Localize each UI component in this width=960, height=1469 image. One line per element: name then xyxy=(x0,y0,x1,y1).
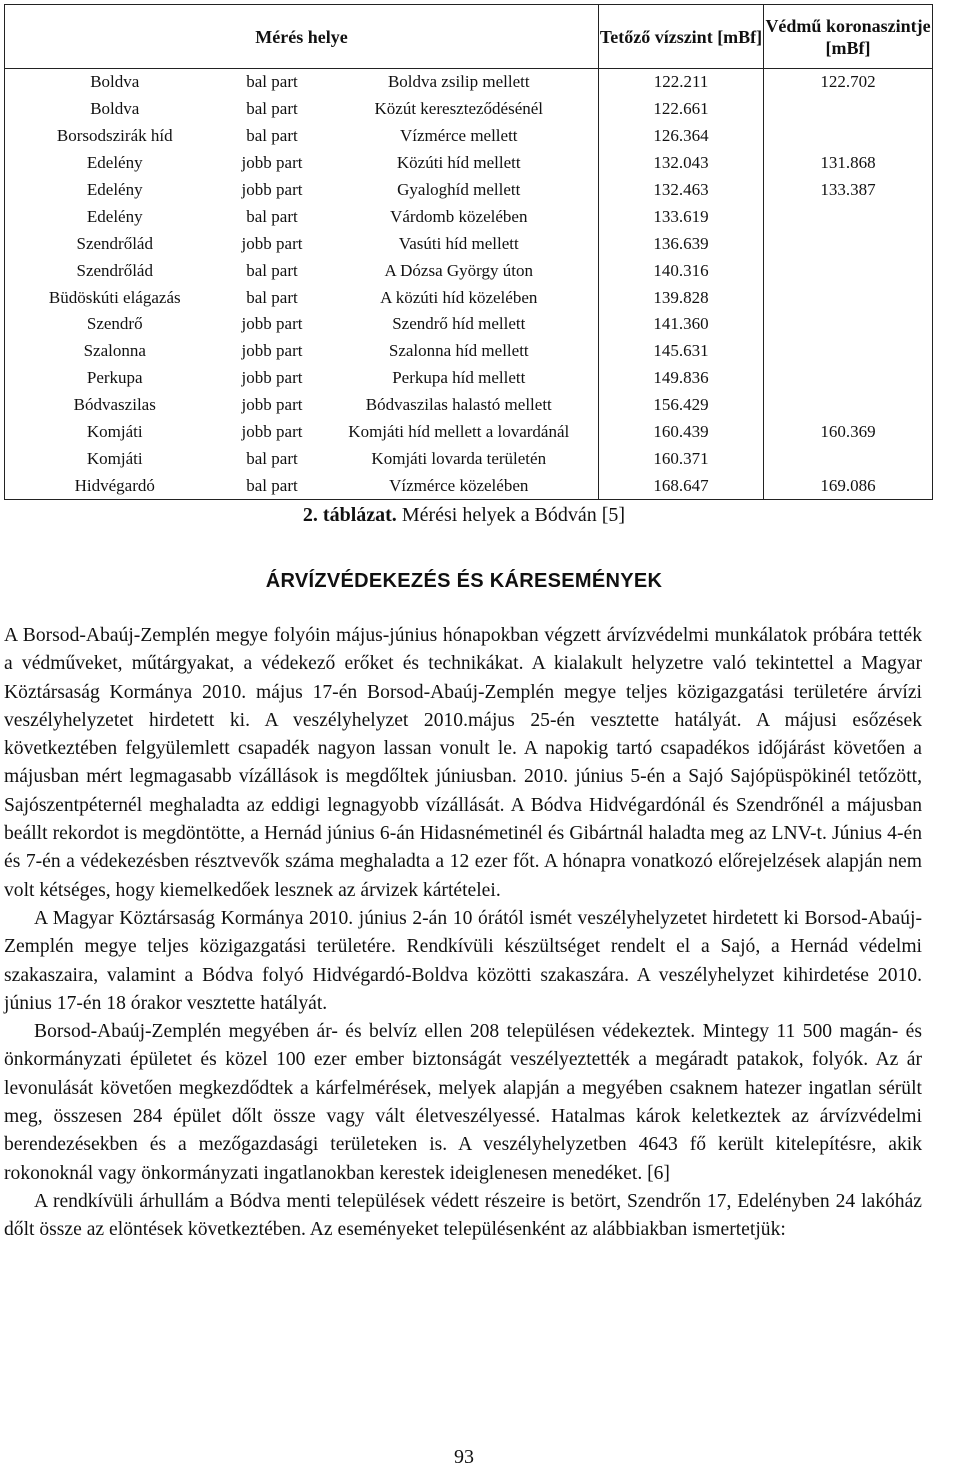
table-caption xyxy=(0,504,928,527)
cell-crown: 160.369 xyxy=(820,422,876,442)
cell-peak: 139.828 xyxy=(599,284,764,311)
cell-crown xyxy=(764,123,933,150)
table-row xyxy=(5,69,933,96)
table-row xyxy=(5,338,933,365)
cell-crown: 133.387 xyxy=(820,180,876,199)
cell-bank: bal part xyxy=(246,448,298,468)
cell-peak: 140.316 xyxy=(599,257,764,284)
cell-location: Vízmérce mellett xyxy=(320,123,599,150)
table-header-row xyxy=(5,5,933,69)
cell-bank: jobb part xyxy=(241,341,303,361)
cell-crown xyxy=(764,257,933,284)
cell-crown xyxy=(764,338,933,365)
cell-peak: 168.647 xyxy=(599,472,764,500)
cell-bank: bal part xyxy=(246,99,298,119)
cell-location: Komjáti híd mellett a lovardánál xyxy=(320,419,599,446)
cell-bank: jobb part xyxy=(241,233,303,253)
cell-crown xyxy=(764,365,933,392)
cell-town: Szendrőlád xyxy=(76,260,153,280)
table-row xyxy=(5,472,933,500)
cell-bank: jobb part xyxy=(241,153,303,173)
cell-crown xyxy=(764,445,933,472)
cell-location: Komjáti lovarda területén xyxy=(320,445,599,472)
header-dam-crown-level: Védmű koronaszintje [mBf] xyxy=(764,5,933,69)
cell-peak: 141.360 xyxy=(599,311,764,338)
body-text xyxy=(4,622,922,1245)
cell-crown xyxy=(764,230,933,257)
cell-bank: jobb part xyxy=(241,368,303,388)
cell-crown xyxy=(764,311,933,338)
cell-town: Edelény xyxy=(86,180,143,199)
cell-town: Büdöskúti elágazás xyxy=(48,287,181,307)
cell-town: Boldva xyxy=(90,72,140,92)
table-row xyxy=(5,311,933,338)
cell-peak: 132.043 xyxy=(599,150,764,177)
table-row xyxy=(5,257,933,284)
table-body xyxy=(5,69,933,500)
caption-text: Mérési helyek a Bódván [5] xyxy=(396,504,626,526)
cell-town: Szendrő xyxy=(86,314,143,334)
cell-bank: jobb part xyxy=(241,180,303,199)
cell-peak: 122.661 xyxy=(599,96,764,123)
cell-peak: 136.639 xyxy=(599,230,764,257)
cell-town: Szendrőlád xyxy=(76,233,153,253)
cell-crown: 131.868 xyxy=(820,153,876,173)
cell-bank: jobb part xyxy=(241,314,303,334)
cell-town: Perkupa xyxy=(86,368,143,388)
cell-location: A Dózsa György úton xyxy=(320,257,599,284)
cell-crown xyxy=(764,203,933,230)
cell-bank: jobb part xyxy=(241,395,303,415)
cell-bank: bal part xyxy=(246,206,298,226)
cell-location: Szendrő híd mellett xyxy=(320,311,599,338)
paragraph: A rendkívüli árhullám a Bódva menti települések védett részeire is betört, Szendrőn 17, Edelényben 24 lakóház dőlt össze az elöntések következtében. Az eseményeket településenként az alábbiakban ismertetjük: xyxy=(4,1190,922,1241)
table-row xyxy=(5,96,933,123)
cell-location: Vasúti híd mellett xyxy=(320,230,599,257)
cell-bank: bal part xyxy=(246,475,298,495)
paragraph: Borsod-Abaúj-Zemplén megyében ár- és belvíz ellen 208 településen védekeztek. Mintegy 11 500 magán- és önkormányzati épületet és közel 100 ezer ember biztonságát veszélyeztették a megáradt patakok, folyók. Az ár levonulását követően megkezdődtek a kárfelmérések, melyek alapján a megyében csaknem hatezer ingatlan sérült meg, összesen 284 épület dőlt össze vagy vált életveszélyessé. Hatalmas károk keletkeztek az árvízvédelmi berendezésekben és a mezőgazdasági területeken is. A veszélyhelyzetben 4643 fő került kitelepítésre, akik rokonoknál vagy önkormányzati ingatlanokban kerestek ideiglenesen menedéket. [6] xyxy=(4,1021,922,1184)
caption-label: 2. táblázat. xyxy=(302,504,397,526)
cell-peak: 133.619 xyxy=(599,203,764,230)
cell-town: Szalonna xyxy=(83,341,146,361)
cell-crown xyxy=(764,284,933,311)
cell-location: Várdomb közelében xyxy=(320,203,599,230)
cell-crown: 122.702 xyxy=(820,72,876,92)
section-heading: ÁRVÍZVÉDEKEZÉS ÉS KÁRESEMÉNYEK xyxy=(265,570,663,592)
cell-peak: 160.439 xyxy=(599,419,764,446)
cell-location: Gyaloghíd mellett xyxy=(320,177,599,204)
table-row xyxy=(5,365,933,392)
header-peak-level: Tetőző vízszint [mBf] xyxy=(599,5,764,69)
table-row xyxy=(5,123,933,150)
cell-crown xyxy=(764,392,933,419)
cell-peak: 126.364 xyxy=(599,123,764,150)
cell-town: Edelény xyxy=(86,206,143,226)
header-measurement-place: Mérés helye xyxy=(5,5,599,69)
cell-location: Közút kereszteződésénél xyxy=(320,96,599,123)
cell-location: Bódvaszilas halastó mellett xyxy=(320,392,599,419)
cell-town: Komjáti xyxy=(86,448,143,468)
table-row xyxy=(5,150,933,177)
cell-peak: 122.211 xyxy=(599,69,764,96)
table-row xyxy=(5,392,933,419)
cell-peak: 156.429 xyxy=(599,392,764,419)
cell-location: Vízmérce közelében xyxy=(320,472,599,500)
cell-bank: bal part xyxy=(246,72,298,92)
cell-town: Hidvégardó xyxy=(74,475,155,495)
cell-location: A közúti híd közelében xyxy=(320,284,599,311)
cell-peak: 160.371 xyxy=(599,445,764,472)
cell-town: Boldva xyxy=(90,99,140,119)
cell-bank: jobb part xyxy=(241,422,303,442)
cell-peak: 145.631 xyxy=(599,338,764,365)
cell-crown: 169.086 xyxy=(820,475,876,495)
cell-location: Szalonna híd mellett xyxy=(320,338,599,365)
table-row xyxy=(5,177,933,204)
cell-town: Borsodszirák híd xyxy=(56,126,173,146)
table-row xyxy=(5,445,933,472)
table-row xyxy=(5,230,933,257)
paragraph: A Borsod-Abaúj-Zemplén megye folyóin május-június hónapokban végzett árvízvédelmi munkálatok próbára tették a védműveket, műtárgyakat, a védekező erőket és technikákat. A kialakult helyzetre való tekintettel a Magyar Köztársaság Kormánya 2010. május 17-én Borsod-Abaúj-Zemplén megye teljes közigazgatási területére árvízi veszélyhelyzetet hirdetett ki. A veszélyhelyzet 2010.május 25-én vesztette hatályát. A májusi esőzések következtében felgyülemlett csapadék nagyon lassan vonult le. A napokig tartó csapadékos időjárást követően a májusban mért legmagasabb vízállások is megdőltek júniusban. 2010. június 5-én a Sajó Sajópüspökinél tetőzött, Sajószentpéternél meghaladta az eddigi legnagyobb vízállását. A Bódva Hidvégardónál és Szendrőnél a májusban beállt rekordot is megdöntötte, a Hernád június 6-án Hidasnémetinél és Gibártnál haladta meg az LNV-t. Június 4-én és 7-én a védekezésben résztvevők száma meghaladta a 12 ezer főt. A hónapra vonatkozó előrejelzések alapján nem volt kétséges, hogy kiemelkedőek lesznek az árvizek kártételei. xyxy=(4,625,922,901)
page-number: 93 xyxy=(454,1446,474,1468)
cell-location: Perkupa híd mellett xyxy=(320,365,599,392)
cell-town: Bódvaszilas xyxy=(73,395,156,415)
cell-bank: bal part xyxy=(246,260,298,280)
cell-location: Boldva zsilip mellett xyxy=(320,69,599,96)
cell-peak: 149.836 xyxy=(599,365,764,392)
cell-peak: 132.463 xyxy=(599,177,764,204)
cell-crown xyxy=(764,96,933,123)
cell-town: Komjáti xyxy=(86,422,143,442)
table-row xyxy=(5,284,933,311)
table-row xyxy=(5,419,933,446)
paragraph: A Magyar Köztársaság Kormánya 2010. június 2-án 10 órától ismét veszélyhelyzetet hirdetett ki Borsod-Abaúj-Zemplén megye teljes közigazgatási területére. Rendkívüli készültséget rendelt el a Sajó, a Hernád védelmi szakaszaira, valamint a Bódva folyó Hidvégardó-Boldva közötti szakaszára. A veszélyhelyzet kihirdetése 2010. június 17-én 18 órakor vesztette hatályát. xyxy=(4,907,922,1014)
cell-location: Közúti híd mellett xyxy=(320,150,599,177)
cell-bank: bal part xyxy=(246,287,298,307)
cell-town: Edelény xyxy=(86,153,143,173)
measurement-sites-table xyxy=(4,4,933,500)
cell-bank: bal part xyxy=(246,126,298,146)
table-row xyxy=(5,203,933,230)
